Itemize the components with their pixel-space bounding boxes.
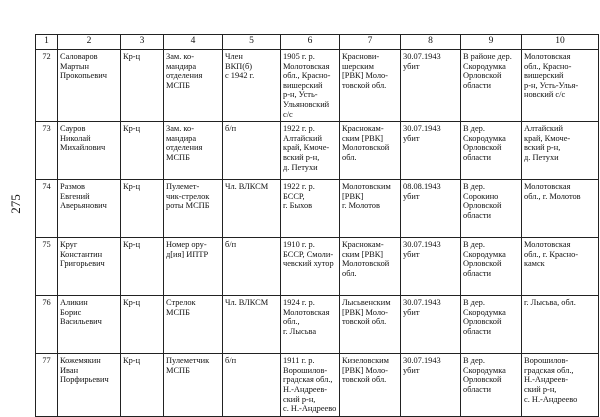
table-cell: Кожемякин Иван Порфирьевич <box>58 354 121 417</box>
table-cell: Член ВКП(б) с 1942 г. <box>223 50 281 122</box>
column-header: 4 <box>164 35 223 50</box>
table-cell: В дер. Скородумка Орловской области <box>461 122 522 180</box>
table-cell: В дер. Скородумка Орловской области <box>461 238 522 296</box>
column-header: 8 <box>401 35 461 50</box>
table-row <box>36 354 599 417</box>
table-cell: 08.08.1943 убит <box>401 180 461 238</box>
table-cell: Краснокам- ским [РВК] Молотовской обл. <box>340 238 401 296</box>
table-cell: 75 <box>36 238 58 296</box>
table-cell: Пулеметчик МСПБ <box>164 354 223 417</box>
table-cell: Кр-ц <box>121 180 164 238</box>
table-cell: 72 <box>36 50 58 122</box>
table-cell: Размов Евгений Аверьянович <box>58 180 121 238</box>
table-cell: Краснокам- ским [РВК] Молотовской обл. <box>340 122 401 180</box>
table-cell: Чл. ВЛКСМ <box>223 180 281 238</box>
table-cell: Молотовская обл., г. Красно- камск <box>522 238 599 296</box>
table-cell: Кр-ц <box>121 50 164 122</box>
table-cell: Номер ору- д[ия] ИПТР <box>164 238 223 296</box>
column-header: 1 <box>36 35 58 50</box>
table-cell: Кр-ц <box>121 296 164 354</box>
table-cell: Стрелок МСПБ <box>164 296 223 354</box>
table-cell: Краснови- шерским [РВК] Моло- товской обл. <box>340 50 401 122</box>
table-cell: Ворошилов- градская обл., Н.-Андреев- ский р-н, с. Н.-Андреево <box>522 354 599 417</box>
table-cell: 1922 г. р. БССР, г. Быхов <box>281 180 340 238</box>
table-cell: 30.07.1943 убит <box>401 238 461 296</box>
table-cell: В дер. Скородумка Орловской области <box>461 296 522 354</box>
table-cell: 30.07.1943 убит <box>401 50 461 122</box>
table-cell: б/п <box>223 122 281 180</box>
table-cell: 1922 г. р. Алтайский край, Кмоче- вский р-н, д. Петухи <box>281 122 340 180</box>
table-cell: В дер. Сорокино Орловской области <box>461 180 522 238</box>
table-row <box>36 296 599 354</box>
table-cell: 1905 г. р. Молотовская обл., Красно- вишерский р-н, Усть- Ульяновский с/с <box>281 50 340 122</box>
table-cell: Сауров Николай Михайлович <box>58 122 121 180</box>
table-cell: Лысьвенским [РВК] Моло- товской обл. <box>340 296 401 354</box>
records-table <box>35 34 599 417</box>
table-cell: В районе дер. Скородумка Орловской области <box>461 50 522 122</box>
table-cell: 76 <box>36 296 58 354</box>
column-header: 5 <box>223 35 281 50</box>
column-header: 9 <box>461 35 522 50</box>
table-cell: 74 <box>36 180 58 238</box>
table-cell: Чл. ВЛКСМ <box>223 296 281 354</box>
table-cell: Кр-ц <box>121 354 164 417</box>
column-header: 2 <box>58 35 121 50</box>
table-cell: 1911 г. р. Ворошилов- градская обл., Н.-Андреев- ский р-н, с. Н.-Андреево <box>281 354 340 417</box>
table-cell: Саловаров Мартын Прокопьевич <box>58 50 121 122</box>
table-cell: Молотовским [РВК] г. Молотов <box>340 180 401 238</box>
page-number: 275 <box>7 194 23 214</box>
column-header: 10 <box>522 35 599 50</box>
table-cell: Молотовская обл., Красно- вишерский р-н, Усть-Улья- новский с/с <box>522 50 599 122</box>
header-row <box>36 35 599 50</box>
table-cell: Аликин Борис Васильевич <box>58 296 121 354</box>
table-cell: 30.07.1943 убит <box>401 354 461 417</box>
column-header: 6 <box>281 35 340 50</box>
table-cell: 73 <box>36 122 58 180</box>
table-cell: Кр-ц <box>121 122 164 180</box>
table-cell: б/п <box>223 238 281 296</box>
table-cell: Кизеловским [РВК] Моло- товской обл. <box>340 354 401 417</box>
table-row <box>36 180 599 238</box>
table-cell: 1924 г. р. Молотовская обл., г. Лысьва <box>281 296 340 354</box>
table-cell: Молотовская обл., г. Молотов <box>522 180 599 238</box>
column-header: 7 <box>340 35 401 50</box>
table-cell: Зам. ко- мандира отделения МСПБ <box>164 50 223 122</box>
table-cell: Круг Константин Григорьевич <box>58 238 121 296</box>
table-cell: В дер. Скородумка Орловской области <box>461 354 522 417</box>
table-cell: Зам. ко- мандира отделения МСПБ <box>164 122 223 180</box>
table-cell: 1910 г. р. БССР, Смоли- чевский хутор <box>281 238 340 296</box>
table-row <box>36 238 599 296</box>
table-cell: 30.07.1943 убит <box>401 122 461 180</box>
table-cell: Пулемет- чик-стрелок роты МСПБ <box>164 180 223 238</box>
column-header: 3 <box>121 35 164 50</box>
table-row <box>36 122 599 180</box>
table-row <box>36 50 599 122</box>
table-cell: б/п <box>223 354 281 417</box>
table-cell: Кр-ц <box>121 238 164 296</box>
table-cell: г. Лысьва, обл. <box>522 296 599 354</box>
table-cell: 77 <box>36 354 58 417</box>
table-cell: 30.07.1943 убит <box>401 296 461 354</box>
table-cell: Алтайский край, Кмоче- вский р-н, д. Петухи <box>522 122 599 180</box>
